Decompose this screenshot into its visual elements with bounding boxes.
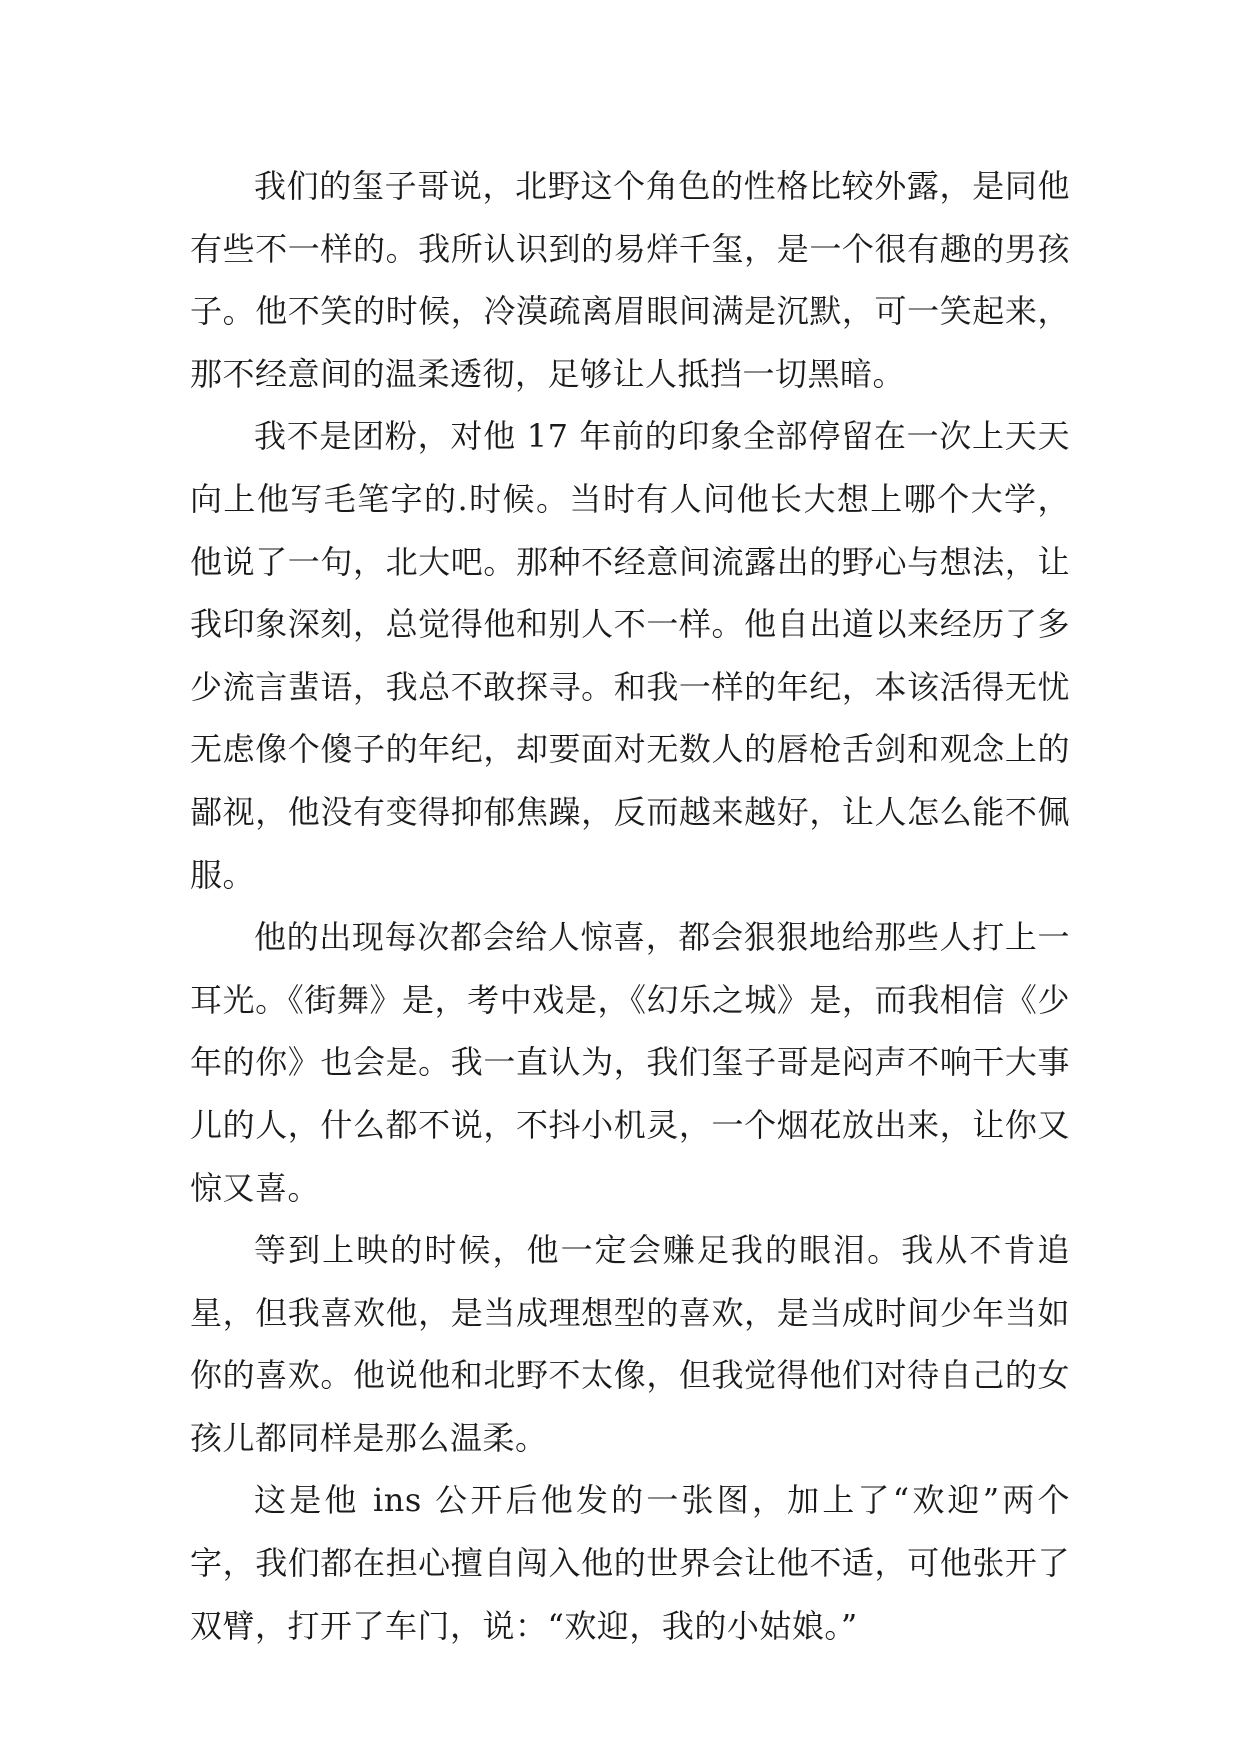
paragraph-2: 我不是团粉，对他 17 年前的印象全部停留在一次上天天向上他写毛笔字的.时候。当时有人问他长大想上哪个大学，他说了一句，北大吧。那种不经意间流露出的野心与想法，让我印象深刻，总觉得他和别人不一样。他自出道以来经历了多少流言蜚语，我总不敢探寻。和我一样的年纪，本该活得无忧无虑像个傻子的年纪，却要面对无数人的唇枪舌剑和观念上的鄙视，他没有变得抑郁焦躁，反而越来越好，让人怎么能不佩服。 (190, 417, 1070, 894)
paragraph-1: 我们的玺子哥说，北野这个角色的性格比较外露，是同他有些不一样的。我所认识到的易烊千玺，是一个很有趣的男孩子。他不笑的时候，冷漠疏离眉眼间满是沉默，可一笑起来，那不经意间的温柔透彻，足够让人抵挡一切黑暗。 (190, 167, 1070, 393)
paragraph-3: 他的出现每次都会给人惊喜，都会狠狠地给那些人打上一耳光。《街舞》是，考中戏是，《幻乐之城》是，而我相信《少年的你》也会是。我一直认为，我们玺子哥是闷声不响干大事儿的人，什么都不说，不抖小机灵，一个烟花放出来，让你又惊又喜。 (190, 918, 1070, 1207)
paragraph-4: 等到上映的时候，他一定会赚足我的眼泪。我从不肯追星，但我喜欢他，是当成理想型的喜欢，是当成时间少年当如你的喜欢。他说他和北野不太像，但我觉得他们对待自己的女孩儿都同样是那么温柔。 (190, 1231, 1070, 1457)
paragraph-5: 这是他 ins 公开后他发的一张图，加上了“欢迎”两个字，我们都在担心擅自闯入他的世界会让他不适，可他张开了双臂，打开了车门，说：“欢迎，我的小姑娘。” (190, 1481, 1070, 1645)
document-body (190, 155, 1070, 1657)
